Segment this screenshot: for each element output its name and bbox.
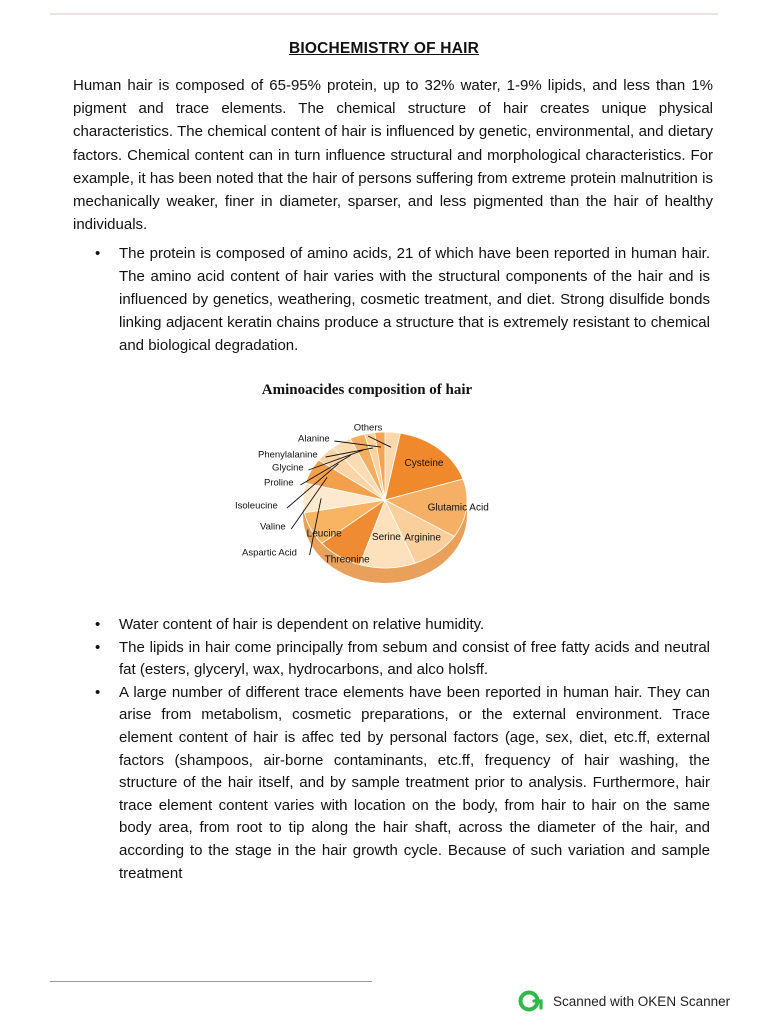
pie-label-serine: Serine (371, 532, 401, 544)
pie-label-others: Others (353, 422, 383, 434)
pie-label-alanine: Alanine (298, 433, 330, 445)
pie-label-glycine: Glycine (272, 462, 304, 474)
chart-title: Aminoacides composition of hair (261, 382, 473, 398)
pie-label-arginine: Arginine (404, 532, 441, 544)
bullet-list-bottom (73, 614, 710, 885)
pie-label-proline: Proline (264, 477, 294, 489)
bullet-item-trace-elements: • A large number of different trace elements have been reported in human hair. They can arise from metabolism, cosmetic preparations, or the external environment. Trace element content of hair is affec ted by personal factors (age, sex, diet, etc.ff, external factors (shampoos, air-borne contaminants, etc.ff, frequency of hair washing, the structure of the hair itself, and by sample treatment prior to analysis. Furthermore, hair trace element content varies with location on the body, from hair to hair on the same body area, from root to tip along the hair shaft, across the diameter of the hair, and according to the stage in the hair growth cycle. Because of such variation and sample treatment (73, 682, 710, 885)
bullet-item-water: • Water content of hair is dependent on relative humidity. (73, 614, 710, 637)
intro-paragraph: Human hair is composed of 65-95% protein, up to 32% water, 1-9% lipids, and less than 1% pigment and trace elements. The chemical structure of hair creates unique physical characteristics. The chemical content of hair is influenced by genetic, environmental, and dietary factors. Chemical content can in turn influence structural and morphological characteristics. For example, it has been noted that the hair of persons suffering from extreme protein malnutrition is mechanically weaker, finer in diameter, sparser, and less pigmented than the hair of healthy individuals. (73, 77, 713, 234)
amino-acid-pie-chart (230, 420, 500, 605)
pie-slices (303, 432, 467, 568)
bullet-item-lipids: • The lipids in hair come principally from sebum and consist of free fatty acids and neutral fat (esters, glyceryl, wax, hydrocarbons, and alco holsff. (73, 637, 710, 682)
pie-label-isoleucine: Isoleucine (235, 500, 278, 512)
scanner-footer (518, 990, 730, 1012)
bullet-list-top (73, 242, 710, 357)
pie-label-threonine: Threonine (324, 554, 370, 566)
pie-label-phenylalanine: Phenylalanine (258, 449, 318, 461)
pie-label-valine: Valine (260, 521, 286, 533)
top-rule (50, 13, 718, 15)
page-title: BIOCHEMISTRY OF HAIR (288, 40, 479, 57)
pie-label-aspartic-acid: Aspartic Acid (242, 547, 297, 559)
footnote-rule (50, 981, 372, 982)
bullet-item-protein: • The protein is composed of amino acids, 21 of which have been reported in human hair. The amino acid content of hair varies with the structural components of the hair and is influenced by genetics, weathering, cosmetic treatment, and diet. Strong disulfide bonds linking adjacent keratin chains produce a structure that is extremely resistant to chemical and biological degradation. (73, 242, 710, 357)
pie-label-leucine: Leucine (306, 528, 342, 540)
pie-label-cysteine: Cysteine (404, 457, 444, 469)
pie-label-glutamic-acid: Glutamic Acid (427, 502, 489, 514)
scanner-text: Scanned with OKEN Scanner (553, 993, 731, 1009)
oken-scanner-logo-icon (518, 990, 544, 1012)
